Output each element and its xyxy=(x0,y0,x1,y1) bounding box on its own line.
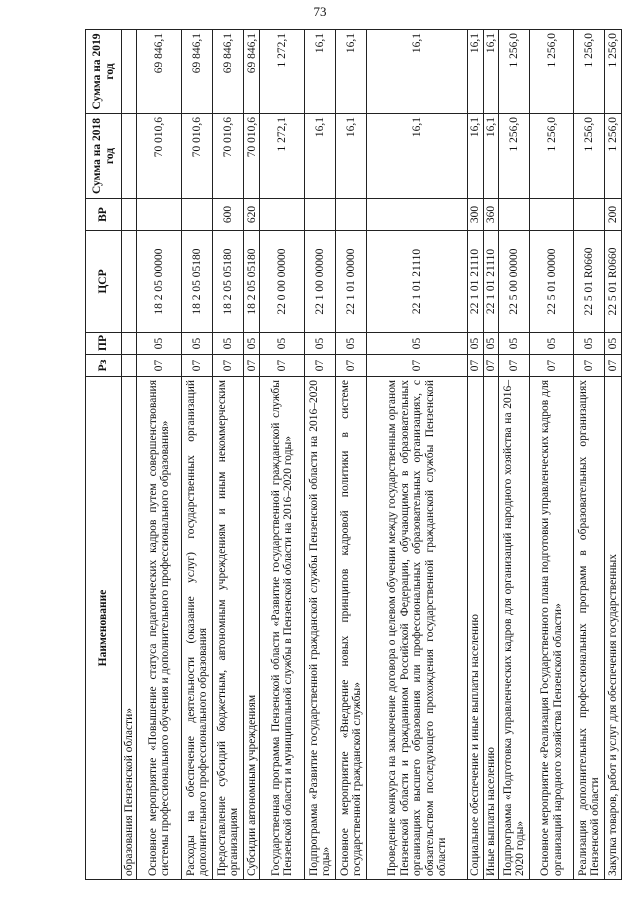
rz-cell: 07 xyxy=(305,355,336,377)
pr-cell: 05 xyxy=(137,333,182,355)
name-cell: Предоставление субсидий бюджетным, автономным учреждениям и иным некоммерческим организациям xyxy=(213,377,244,880)
csr-cell: 18 2 05 05180 xyxy=(244,231,260,333)
table-row xyxy=(336,30,367,880)
csr-cell: 18 2 05 05180 xyxy=(213,231,244,333)
rz-cell: 07 xyxy=(530,355,574,377)
table-row xyxy=(213,30,244,880)
table-row xyxy=(574,30,605,880)
pr-cell: 05 xyxy=(367,333,468,355)
sum-2018-cell: 1 256,0 xyxy=(530,114,574,199)
table-row xyxy=(137,30,182,880)
table-row xyxy=(530,30,574,880)
rotated-table-container xyxy=(85,30,620,880)
csr-cell: 22 0 00 00000 xyxy=(260,231,305,333)
table-row xyxy=(260,30,305,880)
csr-cell: 22 1 01 21110 xyxy=(483,231,498,333)
pr-cell: 05 xyxy=(605,333,622,355)
vr-cell xyxy=(499,199,530,231)
name-cell: Основное мероприятие «Реализация Государственного плана подготовки управленческих кадров для организаций народного хозяйства Пензенской области» xyxy=(530,377,574,880)
page-number-text: 73 xyxy=(313,4,327,19)
vr-cell xyxy=(137,199,182,231)
pr-cell: 05 xyxy=(182,333,213,355)
pr-cell: 05 xyxy=(305,333,336,355)
header-name: Наименование xyxy=(86,377,122,880)
sum-2019-cell: 1 256,0 xyxy=(605,30,622,114)
sum-2018-cell: 1 272,1 xyxy=(260,114,305,199)
table-row xyxy=(499,30,530,880)
csr-cell: 22 5 01 00000 xyxy=(530,231,574,333)
rz-cell: 07 xyxy=(260,355,305,377)
rz-cell: 07 xyxy=(468,355,483,377)
name-cell: Проведение конкурса на заключение договора о целевом обучении между государственным органом Пензенской области и гражданином Российской Федерации, обучающимся в образовательных организациях высшего образования или профессиональных образовательных организациях, с обязательством последующего прохождения государственной гражданской службы Пензенской области xyxy=(367,377,468,880)
sum-2019-cell: 69 846,1 xyxy=(213,30,244,114)
csr-cell: 22 1 01 00000 xyxy=(336,231,367,333)
header-rz: Рз xyxy=(86,355,122,377)
sum-2018-cell: 1 256,0 xyxy=(574,114,605,199)
pr-cell xyxy=(122,333,137,355)
sum-2019-cell: 16,1 xyxy=(336,30,367,114)
sum-2019-cell: 16,1 xyxy=(367,30,468,114)
name-cell: Реализация дополнительных профессиональных программ в образовательных организациях Пензенской области xyxy=(574,377,605,880)
table-row xyxy=(367,30,468,880)
csr-cell: 22 5 01 R0660 xyxy=(574,231,605,333)
name-cell: Подпрограмма «Подготовка управленческих кадров для организаций народного хозяйства на 2016–2020 годы» xyxy=(499,377,530,880)
table-row xyxy=(244,30,260,880)
sum-2019-cell: 16,1 xyxy=(483,30,498,114)
pr-cell: 05 xyxy=(530,333,574,355)
sum-2018-cell: 16,1 xyxy=(305,114,336,199)
csr-cell: 18 2 05 00000 xyxy=(137,231,182,333)
vr-cell: 300 xyxy=(468,199,483,231)
sum-2019-cell: 69 846,1 xyxy=(244,30,260,114)
name-cell: Государственная программа Пензенской области «Развитие государственной гражданской службы Пензенской области и муниципальной службы в Пензенской области на 2016–2020 годы» xyxy=(260,377,305,880)
header-csr: ЦСР xyxy=(86,231,122,333)
vr-cell xyxy=(530,199,574,231)
vr-cell: 600 xyxy=(213,199,244,231)
rz-cell: 07 xyxy=(244,355,260,377)
sum-2018-cell: 70 010,6 xyxy=(244,114,260,199)
table-header-row xyxy=(86,30,122,880)
csr-cell: 22 1 01 21110 xyxy=(468,231,483,333)
sum-2018-cell: 16,1 xyxy=(367,114,468,199)
rz-cell: 07 xyxy=(213,355,244,377)
sum-2019-cell: 69 846,1 xyxy=(182,30,213,114)
name-cell: Основное мероприятие «Повышение статуса педагогических кадров путем совершенствования системы профессионального обучения и дополнительного профессионального образования» xyxy=(137,377,182,880)
vr-cell xyxy=(182,199,213,231)
vr-cell: 620 xyxy=(244,199,260,231)
rz-cell: 07 xyxy=(574,355,605,377)
sum-2019-cell: 1 256,0 xyxy=(530,30,574,114)
pr-cell: 05 xyxy=(260,333,305,355)
header-sum-2019: Сумма на 2019 год xyxy=(86,30,122,114)
sum-2018-cell: 70 010,6 xyxy=(213,114,244,199)
sum-2018-cell: 16,1 xyxy=(468,114,483,199)
table-row xyxy=(305,30,336,880)
csr-cell: 22 5 00 00000 xyxy=(499,231,530,333)
pr-cell: 05 xyxy=(574,333,605,355)
header-sum-2018: Сумма на 2018 год xyxy=(86,114,122,199)
name-cell: образования Пензенской области» xyxy=(122,377,137,880)
rz-cell xyxy=(122,355,137,377)
name-cell: Иные выплаты населению xyxy=(483,377,498,880)
csr-cell: 22 1 00 00000 xyxy=(305,231,336,333)
table-row xyxy=(122,30,137,880)
sum-2019-cell: 16,1 xyxy=(468,30,483,114)
pr-cell: 05 xyxy=(468,333,483,355)
pr-cell: 05 xyxy=(483,333,498,355)
name-cell: Субсидии автономным учреждениям xyxy=(244,377,260,880)
rz-cell: 07 xyxy=(483,355,498,377)
csr-cell: 22 1 01 21110 xyxy=(367,231,468,333)
vr-cell xyxy=(260,199,305,231)
rz-cell: 07 xyxy=(605,355,622,377)
pr-cell: 05 xyxy=(336,333,367,355)
pr-cell: 05 xyxy=(244,333,260,355)
name-cell: Закупка товаров, работ и услуг для обеспечения государственных xyxy=(605,377,622,880)
vr-cell: 200 xyxy=(605,199,622,231)
sum-2019-cell: 69 846,1 xyxy=(137,30,182,114)
table-row xyxy=(605,30,622,880)
vr-cell xyxy=(336,199,367,231)
vr-cell xyxy=(122,199,137,231)
sum-2019-cell: 1 256,0 xyxy=(574,30,605,114)
sum-2019-cell: 16,1 xyxy=(305,30,336,114)
vr-cell xyxy=(305,199,336,231)
sum-2019-cell xyxy=(122,30,137,114)
rz-cell: 07 xyxy=(137,355,182,377)
table-row xyxy=(483,30,498,880)
header-pr: ПР xyxy=(86,333,122,355)
csr-cell: 22 5 01 R0660 xyxy=(605,231,622,333)
sum-2018-cell: 16,1 xyxy=(336,114,367,199)
sum-2019-cell: 1 256,0 xyxy=(499,30,530,114)
table-row xyxy=(468,30,483,880)
pr-cell: 05 xyxy=(499,333,530,355)
sum-2018-cell xyxy=(122,114,137,199)
name-cell: Основное мероприятие «Внедрение новых принципов кадровой политики в системе государственной гражданской службы» xyxy=(336,377,367,880)
sum-2018-cell: 70 010,6 xyxy=(137,114,182,199)
pr-cell: 05 xyxy=(213,333,244,355)
rz-cell: 07 xyxy=(182,355,213,377)
sum-2018-cell: 1 256,0 xyxy=(499,114,530,199)
vr-cell xyxy=(574,199,605,231)
name-cell: Расходы на обеспечение деятельности (оказание услуг) государственных организаций дополнительного профессионального образования xyxy=(182,377,213,880)
rz-cell: 07 xyxy=(367,355,468,377)
csr-cell: 18 2 05 05180 xyxy=(182,231,213,333)
rz-cell: 07 xyxy=(336,355,367,377)
header-vr: ВР xyxy=(86,199,122,231)
name-cell: Подпрограмма «Развитие государственной гражданской службы Пензенской области на 2016–2020 годы» xyxy=(305,377,336,880)
rz-cell: 07 xyxy=(499,355,530,377)
sum-2018-cell: 16,1 xyxy=(483,114,498,199)
name-cell: Социальное обеспечение и иные выплаты населению xyxy=(468,377,483,880)
sum-2018-cell: 70 010,6 xyxy=(182,114,213,199)
sum-2019-cell: 1 272,1 xyxy=(260,30,305,114)
budget-table xyxy=(85,29,622,880)
sum-2018-cell: 1 256,0 xyxy=(605,114,622,199)
vr-cell xyxy=(367,199,468,231)
table-row xyxy=(182,30,213,880)
vr-cell: 360 xyxy=(483,199,498,231)
csr-cell xyxy=(122,231,137,333)
